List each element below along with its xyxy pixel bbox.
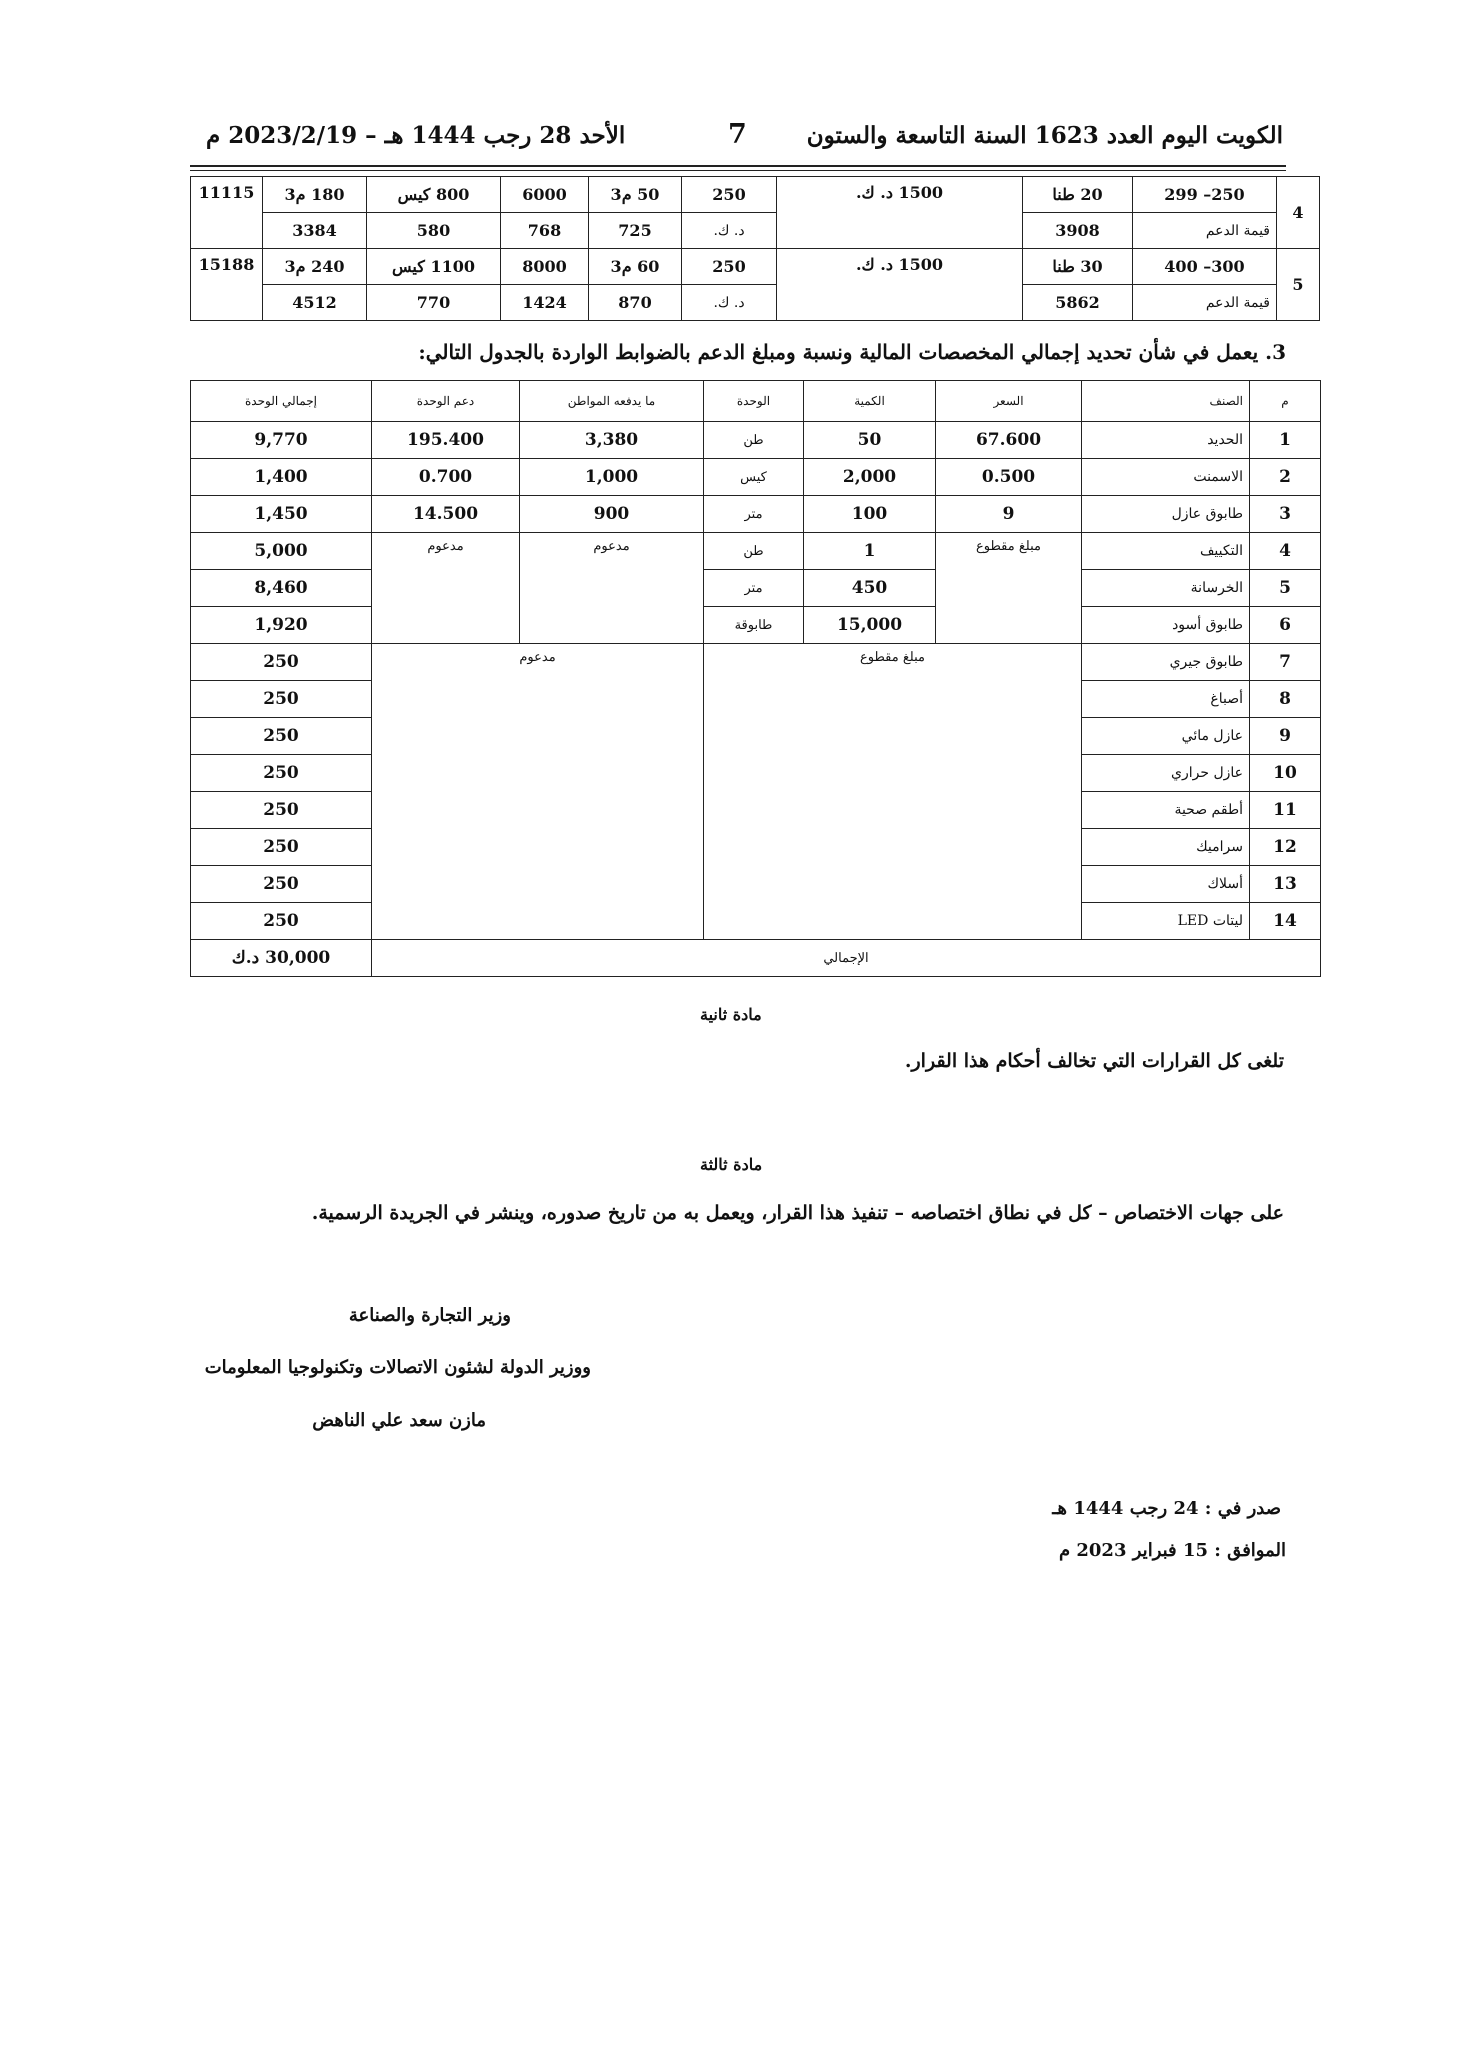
row-number: 4 <box>1250 533 1321 570</box>
article3-title: مادة ثالثة <box>700 1155 763 1174</box>
quantity: 15,000 <box>804 607 936 644</box>
grand-total-label: الإجمالي <box>372 940 1321 977</box>
unit: طن <box>704 422 804 459</box>
col-header: دعم الوحدة <box>372 381 520 422</box>
row-number: 4 <box>1277 177 1320 249</box>
support-label: قيمة الدعم <box>1133 213 1277 249</box>
table-row <box>191 607 1321 644</box>
table-row <box>191 644 1321 681</box>
quantity: 1 <box>804 533 936 570</box>
unit-support: 0.700 <box>372 459 520 496</box>
signature-title-2: ووزير الدولة لشئون الاتصالات وتكنولوجيا المعلومات <box>204 1357 591 1378</box>
unit: طابوقة <box>704 607 804 644</box>
col-header: إجمالي الوحدة <box>191 381 372 422</box>
unit-total: 1,400 <box>191 459 372 496</box>
row-number: 14 <box>1250 903 1321 940</box>
support-value: 580 <box>367 213 501 249</box>
row-number: 11 <box>1250 792 1321 829</box>
lump-sum-price: مبلغ مقطوع <box>936 533 1082 644</box>
col-header: الوحدة <box>704 381 804 422</box>
support-value: 770 <box>367 285 501 321</box>
cell: 800 كيس <box>367 177 501 213</box>
table-row <box>191 570 1321 607</box>
row-number: 1 <box>1250 422 1321 459</box>
value-250: 250 <box>682 249 777 285</box>
unit-dk: د. ك. <box>682 213 777 249</box>
table-row <box>191 249 1320 285</box>
support-value: 5862 <box>1023 285 1133 321</box>
unit-support: 195.400 <box>372 422 520 459</box>
unit-total: 1,920 <box>191 607 372 644</box>
col-header: ما يدفعه المواطن <box>520 381 704 422</box>
unit-total: 250 <box>191 792 372 829</box>
article2-text: تلغى كل القرارات التي تخالف أحكام هذا القرار. <box>904 1050 1284 1072</box>
allocation-table <box>190 380 1321 977</box>
item-name: عازل حراري <box>1082 755 1250 792</box>
item-name: طابوق جيري <box>1082 644 1250 681</box>
amount: 1500 د. ك. <box>777 177 1023 249</box>
row-number: 6 <box>1250 607 1321 644</box>
item-name: التكييف <box>1082 533 1250 570</box>
row-number: 5 <box>1250 570 1321 607</box>
cell: 8000 <box>501 249 589 285</box>
item-name: طابوق أسود <box>1082 607 1250 644</box>
unit-total: 250 <box>191 829 372 866</box>
support-value: 725 <box>589 213 682 249</box>
header-publication: الكويت اليوم العدد 1623 السنة التاسعة والستون <box>806 122 1283 149</box>
signature-name: مازن سعد علي الناهض <box>312 1410 486 1431</box>
price: 0.500 <box>936 459 1082 496</box>
table-row <box>191 533 1321 570</box>
citizen-pays: 1,000 <box>520 459 704 496</box>
issued-hijri: صدر في : 24 رجب 1444 هـ <box>1052 1498 1281 1519</box>
area-range: 250– 299 <box>1133 177 1277 213</box>
cell: 180 م3 <box>263 177 367 213</box>
table-row <box>191 422 1321 459</box>
row-number: 13 <box>1250 866 1321 903</box>
tons: 30 طنا <box>1023 249 1133 285</box>
unit: متر <box>704 496 804 533</box>
unit-total: 9,770 <box>191 422 372 459</box>
unit: كيس <box>704 459 804 496</box>
cell: 50 م3 <box>589 177 682 213</box>
unit: متر <box>704 570 804 607</box>
unit-total: 250 <box>191 644 372 681</box>
table-row <box>191 177 1320 213</box>
header-rule <box>190 165 1286 167</box>
lump-sum-block: مبلغ مقطوع <box>704 644 1082 940</box>
grand-total-value: 30,000 د.ك <box>191 940 372 977</box>
item-name: ليتات LED <box>1082 903 1250 940</box>
citizen-pays: 900 <box>520 496 704 533</box>
item-name: سراميك <box>1082 829 1250 866</box>
intro-text: 3. يعمل في شأن تحديد إجمالي المخصصات المالية ونسبة ومبلغ الدعم بالضوابط الواردة بالجدول التالي: <box>418 340 1286 364</box>
unit-total: 250 <box>191 903 372 940</box>
support-label: قيمة الدعم <box>1133 285 1277 321</box>
row-number: 3 <box>1250 496 1321 533</box>
amount: 1500 د. ك. <box>777 249 1023 321</box>
grand-total-row <box>191 940 1321 977</box>
quantity: 450 <box>804 570 936 607</box>
unit-total: 250 <box>191 718 372 755</box>
tons: 20 طنا <box>1023 177 1133 213</box>
row-number: 12 <box>1250 829 1321 866</box>
table-row <box>191 496 1321 533</box>
unit-supported: مدعوم <box>372 533 520 644</box>
support-value: 4512 <box>263 285 367 321</box>
quantity: 2,000 <box>804 459 936 496</box>
support-value: 768 <box>501 213 589 249</box>
support-value: 1424 <box>501 285 589 321</box>
value-250: 250 <box>682 177 777 213</box>
row-number: 9 <box>1250 718 1321 755</box>
table-row <box>191 213 1320 249</box>
item-name: طابوق عازل <box>1082 496 1250 533</box>
unit-total: 250 <box>191 755 372 792</box>
citizen-supported: مدعوم <box>520 533 704 644</box>
unit-total: 250 <box>191 681 372 718</box>
row-total: 11115 <box>191 177 263 249</box>
support-value: 870 <box>589 285 682 321</box>
price: 9 <box>936 496 1082 533</box>
item-name: الخرسانة <box>1082 570 1250 607</box>
area-range: 300– 400 <box>1133 249 1277 285</box>
item-name: الحديد <box>1082 422 1250 459</box>
unit-total: 8,460 <box>191 570 372 607</box>
item-name: عازل مائي <box>1082 718 1250 755</box>
cell: 240 م3 <box>263 249 367 285</box>
row-number: 7 <box>1250 644 1321 681</box>
col-header: السعر <box>936 381 1082 422</box>
issued-gregorian: الموافق : 15 فبراير 2023 م <box>1058 1540 1286 1561</box>
header-rule-thin <box>190 170 1286 171</box>
cell: 1100 كيس <box>367 249 501 285</box>
row-number: 5 <box>1277 249 1320 321</box>
article3-text: على جهات الاختصاص – كل في نطاق اختصاصه – تنفيذ هذا القرار، ويعمل به من تاريخ صدوره، وينشر في الجريدة الرسمية. <box>311 1202 1284 1224</box>
quantity: 100 <box>804 496 936 533</box>
item-name: أطقم صحية <box>1082 792 1250 829</box>
table-row <box>191 459 1321 496</box>
support-table-continued <box>190 176 1320 321</box>
row-number: 2 <box>1250 459 1321 496</box>
unit-total: 1,450 <box>191 496 372 533</box>
cell: 6000 <box>501 177 589 213</box>
col-header: الصنف <box>1082 381 1250 422</box>
unit-total: 250 <box>191 866 372 903</box>
page-number: 7 <box>728 119 747 150</box>
row-total: 15188 <box>191 249 263 321</box>
unit-dk: د. ك. <box>682 285 777 321</box>
signature-title-1: وزير التجارة والصناعة <box>348 1305 511 1326</box>
cell: 60 م3 <box>589 249 682 285</box>
row-number: 8 <box>1250 681 1321 718</box>
support-value: 3384 <box>263 213 367 249</box>
col-header: م <box>1250 381 1321 422</box>
item-name: أصباغ <box>1082 681 1250 718</box>
supported-block: مدعوم <box>372 644 704 940</box>
row-number: 10 <box>1250 755 1321 792</box>
col-header: الكمية <box>804 381 936 422</box>
item-name: أسلاك <box>1082 866 1250 903</box>
quantity: 50 <box>804 422 936 459</box>
unit: طن <box>704 533 804 570</box>
citizen-pays: 3,380 <box>520 422 704 459</box>
item-name: الاسمنت <box>1082 459 1250 496</box>
table-header-row <box>191 381 1321 422</box>
support-value: 3908 <box>1023 213 1133 249</box>
unit-support: 14.500 <box>372 496 520 533</box>
unit-total: 5,000 <box>191 533 372 570</box>
price: 67.600 <box>936 422 1082 459</box>
header-date: الأحد 28 رجب 1444 هـ – 2023/2/19 م <box>206 122 626 149</box>
table-row <box>191 285 1320 321</box>
article2-title: مادة ثانية <box>700 1005 762 1024</box>
